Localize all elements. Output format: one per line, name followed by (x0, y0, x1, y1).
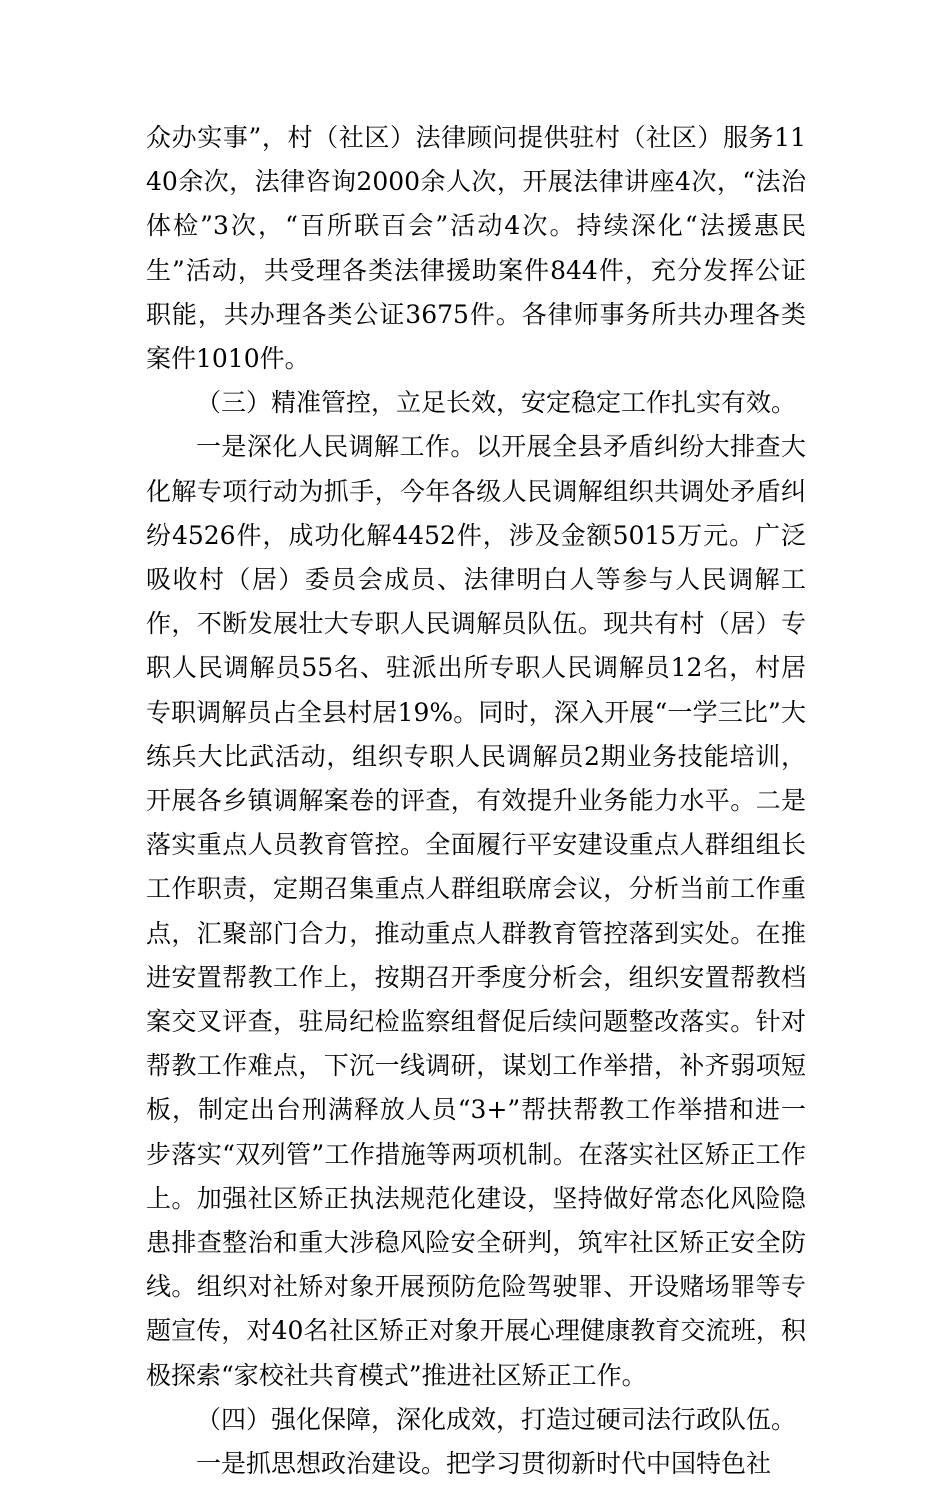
section-heading-four: （四）强化保障，深化成效，打造过硬司法行政队伍。 (196, 1404, 797, 1434)
section-heading-three: （三）精准管控，立足长效，安定稳定工作扎实有效。 (196, 388, 797, 418)
paragraph-stability-work: 一是深化人民调解工作。以开展全县矛盾纠纷大排查大化解专项行动为抓手，今年各级人民调解组织共调处矛盾纠纷4526件，成功化解4452件，涉及金额5015万元。广泛吸收村（居）委员会成员、法律明白人等参与人民调解工作，不断发展壮大专职人民调解员队伍。现共有村（居）专职人民调解员55名、驻派出所专职人民调解员12名，村居专职调解员占全县村居19%。同时，深入开展“一学三比”大练兵大比武活动，组织专职人民调解员2期业务技能培训，开展各乡镇调解案卷的评查，有效提升业务能力水平。二是落实重点人员教育管控。全面履行平安建设重点人群组组长工作职责，定期召集重点人群组联席会议，分析当前工作重点，汇聚部门合力，推动重点人群教育管控落到实处。在推进安置帮教工作上，按期召开季度分析会，组织安置帮教档案交叉评查，驻局纪检监察组督促后续问题整改落实。针对帮教工作难点，下沉一线调研，谋划工作举措，补齐弱项短板，制定出台刑满释放人员“3+”帮扶帮教工作举措和进一步落实“双列管”工作措施等两项机制。在落实社区矫正工作上。加强社区矫正执法规范化建设，坚持做好常态化风险隐患排查整治和重大涉稳风险安全研判，筑牢社区矫正安全防线。组织对社矫对象开展预防危险驾驶罪、开设赌场罪等专题宣传，对40名社区矫正对象开展心理健康教育交流班，积极探索“家校社共育模式”推进社区矫正工作。 (146, 432, 806, 1390)
paragraph-legal-services: 众办实事”，村（社区）法律顾问提供驻村（社区）服务1140余次，法律咨询2000余人次，开展法律讲座4次，“法治体检”3次，“百所联百会”活动4次。持续深化“法援惠民生”活动，共受理各类法律援助案件844件，充分发挥公证职能，共办理各类公证3675件。各律师事务所共办理各类案件1010件。 (146, 123, 806, 374)
document-body (146, 116, 806, 1486)
paragraph-political-building: 一是抓思想政治建设。把学习贯彻新时代中国特色社 (196, 1449, 772, 1479)
